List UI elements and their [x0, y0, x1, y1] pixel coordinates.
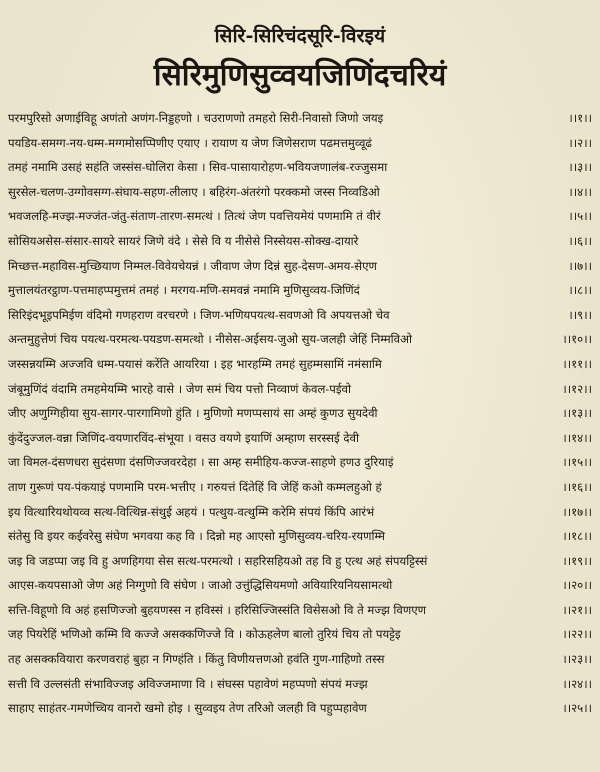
- verse-number: ।।१।।: [568, 111, 592, 125]
- verse-text: जा विमल-दंसणधरा सुदंसणा दंसणिज्जवरदेहा । सा अम्ह समीहिय-कज्ज-साहणे हणउ दुरियाइं: [8, 455, 394, 470]
- verse-line: [8, 598, 592, 623]
- verse-number: ।।१९।।: [562, 553, 592, 568]
- verse-line: [8, 204, 592, 229]
- verse-number: ।।२३।।: [562, 652, 592, 667]
- verse-number: ।।४।।: [568, 184, 592, 199]
- verse-number: ।।१७।।: [562, 504, 592, 519]
- verse-text: मुत्तालयंतरट्ठाण-पत्तमाहप्पमुत्तमं तमहं । मरगय-मणि-समवन्नं नमामि मुणिसुव्वय-जिणिंदं: [8, 283, 360, 298]
- verse-number: ।।२०।।: [562, 578, 592, 593]
- verse-text: मिच्छत्त-महाविस-मुच्छियाण निम्मल-विवेयचेयन्नं । जीवाण जेण दिन्नं सुह-देसण-अमय-सेएण: [8, 258, 377, 273]
- verse-text: सत्ती वि उल्लसंती संभाविज्जइ अविज्जमाणा वि । संघस्स पहावेणं महप्पणो संपयं मज्झ: [8, 676, 368, 691]
- verse-number: ।।२१।।: [562, 602, 592, 617]
- verse-line: [8, 549, 592, 574]
- verse-line: [8, 573, 592, 598]
- author-subtitle: सिरि-सिरिचंदसूरि-विरइयं: [214, 25, 386, 47]
- verse-text: तमहं नमामि उसहं सहंति जस्संस-घोलिरा केसा । सिव-पासायारोहण-भवियजणालंब-रज्जुसमा: [8, 160, 388, 175]
- verse-number: ।।८।।: [568, 283, 592, 298]
- verse-line: [8, 377, 592, 402]
- verse-line: [8, 303, 592, 328]
- verse-text: सत्ति-विहूणो वि अहं हसणिज्जो बुहयणस्स न हविस्सं । हरिसिज्जिस्संति विसेसओ वि ते मज्झ विणएण: [8, 602, 427, 617]
- verse-number: ।।७।।: [568, 258, 592, 273]
- verse-text: इय वित्थारियथोयव्व सत्थ-वित्थिन्न-संथुई अहयं । पत्थुय-वत्थुम्मि करेमि संपयं किंपि आरंभं: [8, 504, 375, 519]
- verse-text: साहाए साहंतर-गमणेच्चिय वानरो खमो होइ । सुव्वइय तेण तरिओ जलही वि पहुप्पहावेण: [8, 701, 367, 716]
- verse-line: [8, 500, 592, 525]
- verse-text: आएस-कयपसाओ जेण अहं निग्गुणो वि संघेण । जाओ उत्तुंद्धिसियमणो अवियारियनियसामत्थो: [8, 578, 393, 593]
- verse-number: ।।५।।: [568, 209, 592, 224]
- verse-number: ।।२।।: [568, 135, 592, 150]
- verse-line: [8, 180, 592, 205]
- verse-text: जह पियरेहिं भणिओ कम्मि वि कज्जे असक्कणिज्जे वि । कोऊहलेण बालो तुरियं चिय तो पयट्टेइ: [8, 627, 401, 642]
- verse-number: ।।११।।: [562, 356, 592, 371]
- verse-line: [8, 254, 592, 279]
- verse-line: [8, 696, 592, 721]
- verse-line: [8, 352, 592, 377]
- verse-number: ।।१६।।: [562, 479, 592, 494]
- verse-number: ।।९।।: [568, 307, 592, 322]
- verse-text: संतेसु वि इयर कईवरेसु संघेण भगवया कह वि । दिन्नो मह आएसो मुणिसुव्वय-चरिय-रयणम्मि: [8, 529, 385, 544]
- verse-text: जइ वि जडप्पा जइ वि हु अणहिगया सेस सत्थ-परमत्थो । सहरिसहियओ तह वि हु एत्थ अहं संपयट्टिस्सं: [8, 553, 428, 568]
- verse-number: ।।१४।।: [562, 430, 592, 445]
- verse-number: ।।३।।: [568, 160, 592, 175]
- verse-line: [8, 106, 592, 131]
- verse-line: [8, 647, 592, 672]
- verse-line: [8, 278, 592, 303]
- verse-text: भवजलहि-मज्झ-मज्जंत-जंतु-संताण-तारण-समत्थं । तित्थं जेण पवत्तियमेयं पणमामि तं वीरं: [8, 209, 381, 224]
- verse-number: ।।१८।।: [562, 529, 592, 544]
- verse-text: ताण गुरूणं पय-पंकयाइं पणमामि परम-भत्तीए । गरुयत्तं दिंतेहिं वि जेहिं कओ कम्मलहुओ हं: [8, 479, 382, 494]
- verse-text: जस्सन्नयम्मि अज्जवि धम्म-पयासं करेंति आयरिया । इह भारहम्मि तमहं सुहम्मसामिं नमंसामि: [8, 356, 382, 371]
- verse-number: ।।१३।।: [562, 406, 592, 421]
- verse-text: जंबूमुणिंदं वंदामि तमहमेयम्मि भारहे वासे । जेण समं चिय पत्तो निव्वाणं केवल-पईवो: [8, 381, 351, 396]
- verse-number: ।।१२।।: [562, 381, 592, 396]
- verse-number: ।।२५।।: [562, 701, 592, 716]
- verse-text: अन्तमुहुत्तेणं चिय पयत्थ-परमत्थ-पयडण-समत्थो । नीसेस-अईसय-जुओ सुय-जलही जेहिं निम्मविओ: [8, 332, 412, 347]
- verse-line: [8, 229, 592, 254]
- verse-text: जीए अणुग्गिहीया सुय-सागर-पारगामिणो हुंति । मुणिणो मणप्पसायं सा अम्हं कुणउ सुयदेवी: [8, 406, 378, 421]
- verse-line: [8, 672, 592, 697]
- verse-line: [8, 131, 592, 156]
- verse-number: ।।१५।।: [562, 455, 592, 470]
- verse-number: ।।२४।।: [562, 676, 592, 691]
- verse-line: [8, 426, 592, 451]
- verse-text: कुंदेंदुज्जल-वन्ना जिणिंद-वयणारविंद-संभूया । वसउ वयणे इयाणिं अम्हाण सरस्सई देवी: [8, 430, 359, 445]
- verse-line: [8, 327, 592, 352]
- verse-line: [8, 155, 592, 180]
- verse-text: सोसियअसेस-संसार-सायरे सायरं जिणे वंदे । सेसे वि य नीसेसे निस्सेयस-सोक्ख-दायारे: [8, 233, 359, 248]
- work-title: सिरिमुणिसुव्वयजिणिंदचरियं: [153, 58, 447, 93]
- verse-text: सुरसेल-चलण-उग्गोवसग्ग-संघाय-सहण-लीलाए । बहिरंग-अंतरंगो परक्कमो जस्स निव्वडिओ: [8, 184, 380, 199]
- verse-list: [8, 106, 592, 721]
- verse-line: [8, 524, 592, 549]
- verse-line: [8, 475, 592, 500]
- verse-text: पयडिय-समग्ग-नय-धम्म-मग्गमोसप्पिणीए एयाए । रायाण य जेण जिणेसराण पढमत्तमुव्वूढं: [8, 135, 372, 150]
- verse-number: ।।६।।: [568, 233, 592, 248]
- verse-text: सिरिइंदभूइपमिईण वंदिमो गणहराण वरचरणे । जिण-भणियपयत्थ-सवणओ वि अपयत्तओ चेव: [8, 307, 390, 322]
- verse-text: परमपुरिसो अणाईविहू अणंतो अणंग-निड्डहणो । चउराणणो तमहरो सिरी-निवासो जिणो जयइ: [8, 111, 384, 125]
- verse-line: [8, 622, 592, 647]
- verse-text: तह असक्कवियारा करणवराहं बुहा न गिण्हंति । किंतु विणीयत्तणओ हवंति गुण-गाहिणो तस्स: [8, 652, 385, 667]
- verse-number: ।।१०।।: [562, 332, 592, 347]
- verse-line: [8, 401, 592, 426]
- verse-line: [8, 450, 592, 475]
- verse-number: ।।२२।।: [562, 627, 592, 642]
